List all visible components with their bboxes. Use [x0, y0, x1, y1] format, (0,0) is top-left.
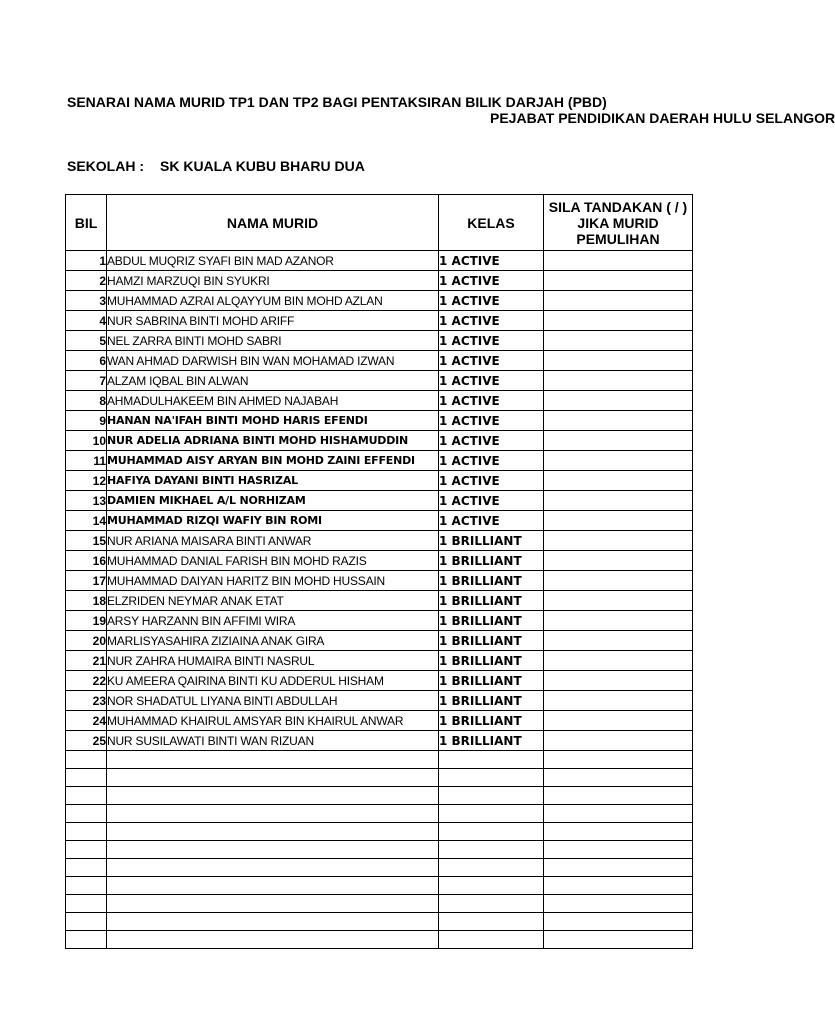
- cell-bil: 20: [66, 631, 107, 651]
- cell-nama-murid: WAN AHMAD DARWISH BIN WAN MOHAMAD IZWAN: [107, 351, 439, 371]
- table-row-empty: [66, 769, 693, 787]
- cell-pemulihan-mark[interactable]: [544, 411, 693, 431]
- cell-bil: 9: [66, 411, 107, 431]
- cell-pemulihan-mark[interactable]: [544, 291, 693, 311]
- cell-bil[interactable]: [66, 823, 107, 841]
- cell-kelas: 1 ACTIVE: [439, 291, 544, 311]
- cell-pemulihan-mark[interactable]: [544, 651, 693, 671]
- cell-bil: 14: [66, 511, 107, 531]
- cell-pemulihan-mark[interactable]: [544, 877, 693, 895]
- cell-kelas: 1 BRILLIANT: [439, 671, 544, 691]
- table-row: [66, 571, 693, 591]
- cell-nama-murid: MUHAMMAD DAIYAN HARITZ BIN MOHD HUSSAIN: [107, 571, 439, 591]
- cell-kelas[interactable]: [439, 823, 544, 841]
- cell-bil: 18: [66, 591, 107, 611]
- cell-pemulihan-mark[interactable]: [544, 511, 693, 531]
- cell-nama-murid: NUR SABRINA BINTI MOHD ARIFF: [107, 311, 439, 331]
- cell-pemulihan-mark[interactable]: [544, 769, 693, 787]
- cell-bil: 12: [66, 471, 107, 491]
- cell-pemulihan-mark[interactable]: [544, 751, 693, 769]
- cell-pemulihan-mark[interactable]: [544, 631, 693, 651]
- cell-pemulihan-mark[interactable]: [544, 859, 693, 877]
- table-header-row: [66, 195, 693, 251]
- cell-nama-murid[interactable]: [107, 823, 439, 841]
- cell-kelas: 1 ACTIVE: [439, 491, 544, 511]
- cell-pemulihan-mark[interactable]: [544, 805, 693, 823]
- cell-kelas: 1 ACTIVE: [439, 391, 544, 411]
- cell-pemulihan-mark[interactable]: [544, 823, 693, 841]
- cell-bil: 22: [66, 671, 107, 691]
- cell-kelas: 1 BRILLIANT: [439, 611, 544, 631]
- cell-kelas: 1 BRILLIANT: [439, 711, 544, 731]
- cell-bil: 23: [66, 691, 107, 711]
- table-row-empty: [66, 805, 693, 823]
- cell-pemulihan-mark[interactable]: [544, 251, 693, 271]
- cell-bil: 24: [66, 711, 107, 731]
- table-row: [66, 311, 693, 331]
- cell-bil: 2: [66, 271, 107, 291]
- table-row-empty: [66, 877, 693, 895]
- cell-pemulihan-mark[interactable]: [544, 491, 693, 511]
- cell-bil: 5: [66, 331, 107, 351]
- cell-nama-murid: KU AMEERA QAIRINA BINTI KU ADDERUL HISHAM: [107, 671, 439, 691]
- cell-kelas[interactable]: [439, 769, 544, 787]
- cell-kelas: 1 ACTIVE: [439, 271, 544, 291]
- document-subtitle: PEJABAT PENDIDIKAN DAERAH HULU SELANGOR: [490, 110, 835, 126]
- cell-bil[interactable]: [66, 841, 107, 859]
- cell-pemulihan-mark[interactable]: [544, 913, 693, 931]
- table-body: [66, 251, 693, 949]
- cell-bil: 8: [66, 391, 107, 411]
- cell-bil: 17: [66, 571, 107, 591]
- cell-bil[interactable]: [66, 787, 107, 805]
- cell-nama-murid[interactable]: [107, 913, 439, 931]
- cell-kelas: 1 BRILLIANT: [439, 651, 544, 671]
- cell-bil: 11: [66, 451, 107, 471]
- cell-bil: 21: [66, 651, 107, 671]
- cell-nama-murid: AHMADULHAKEEM BIN AHMED NAJABAH: [107, 391, 439, 411]
- cell-nama-murid: NOR SHADATUL LIYANA BINTI ABDULLAH: [107, 691, 439, 711]
- cell-pemulihan-mark[interactable]: [544, 711, 693, 731]
- table-row: [66, 351, 693, 371]
- cell-nama-murid[interactable]: [107, 931, 439, 949]
- table-row-empty: [66, 787, 693, 805]
- table-row: [66, 471, 693, 491]
- cell-pemulihan-mark[interactable]: [544, 271, 693, 291]
- cell-pemulihan-mark[interactable]: [544, 787, 693, 805]
- school-name: SK KUALA KUBU BHARU DUA: [160, 158, 365, 174]
- cell-kelas: 1 ACTIVE: [439, 311, 544, 331]
- cell-bil: 19: [66, 611, 107, 631]
- cell-bil[interactable]: [66, 913, 107, 931]
- table-row: [66, 411, 693, 431]
- cell-nama-murid[interactable]: [107, 769, 439, 787]
- cell-nama-murid: NEL ZARRA BINTI MOHD SABRI: [107, 331, 439, 351]
- cell-nama-murid: MUHAMMAD AISY ARYAN BIN MOHD ZAINI EFFENDI: [107, 451, 439, 471]
- cell-nama-murid: HANAN NA'IFAH BINTI MOHD HARIS EFENDI: [107, 411, 439, 431]
- table-row: [66, 451, 693, 471]
- table-row: [66, 511, 693, 531]
- cell-nama-murid[interactable]: [107, 805, 439, 823]
- table-row: [66, 251, 693, 271]
- table-row: [66, 391, 693, 411]
- cell-nama-murid: HAFIYA DAYANI BINTI HASRIZAL: [107, 471, 439, 491]
- cell-pemulihan-mark[interactable]: [544, 731, 693, 751]
- cell-bil: 4: [66, 311, 107, 331]
- cell-kelas[interactable]: [439, 751, 544, 769]
- cell-kelas[interactable]: [439, 895, 544, 913]
- cell-kelas: 1 BRILLIANT: [439, 691, 544, 711]
- cell-pemulihan-mark[interactable]: [544, 895, 693, 913]
- table-row: [66, 591, 693, 611]
- cell-nama-murid[interactable]: [107, 751, 439, 769]
- cell-pemulihan-mark[interactable]: [544, 571, 693, 591]
- cell-kelas[interactable]: [439, 931, 544, 949]
- cell-nama-murid: ARSY HARZANN BIN AFFIMI WIRA: [107, 611, 439, 631]
- cell-pemulihan-mark[interactable]: [544, 351, 693, 371]
- column-header-pemulihan: SILA TANDAKAN ( / ) JIKA MURID PEMULIHAN: [544, 195, 693, 251]
- school-line: [67, 158, 365, 174]
- cell-kelas: 1 ACTIVE: [439, 511, 544, 531]
- table-row: [66, 271, 693, 291]
- cell-bil: 25: [66, 731, 107, 751]
- cell-nama-murid: ALZAM IQBAL BIN ALWAN: [107, 371, 439, 391]
- cell-nama-murid: MUHAMMAD DANIAL FARISH BIN MOHD RAZIS: [107, 551, 439, 571]
- cell-kelas: 1 BRILLIANT: [439, 571, 544, 591]
- cell-pemulihan-mark[interactable]: [544, 311, 693, 331]
- table-row: [66, 611, 693, 631]
- table-row: [66, 731, 693, 751]
- cell-pemulihan-mark[interactable]: [544, 611, 693, 631]
- cell-kelas: 1 BRILLIANT: [439, 631, 544, 651]
- cell-nama-murid[interactable]: [107, 787, 439, 805]
- table-row-empty: [66, 931, 693, 949]
- table-row-empty: [66, 913, 693, 931]
- cell-bil: 1: [66, 251, 107, 271]
- cell-pemulihan-mark[interactable]: [544, 531, 693, 551]
- cell-kelas[interactable]: [439, 913, 544, 931]
- cell-kelas: 1 ACTIVE: [439, 431, 544, 451]
- cell-nama-murid: MUHAMMAD KHAIRUL AMSYAR BIN KHAIRUL ANWAR: [107, 711, 439, 731]
- cell-kelas[interactable]: [439, 805, 544, 823]
- cell-pemulihan-mark[interactable]: [544, 841, 693, 859]
- cell-kelas[interactable]: [439, 787, 544, 805]
- cell-pemulihan-mark[interactable]: [544, 371, 693, 391]
- table-row: [66, 431, 693, 451]
- cell-bil[interactable]: [66, 877, 107, 895]
- table-row: [66, 631, 693, 651]
- cell-kelas[interactable]: [439, 877, 544, 895]
- cell-kelas: 1 ACTIVE: [439, 331, 544, 351]
- column-header-kelas: KELAS: [439, 195, 544, 251]
- table-row: [66, 651, 693, 671]
- cell-bil[interactable]: [66, 751, 107, 769]
- cell-kelas: 1 ACTIVE: [439, 351, 544, 371]
- cell-pemulihan-mark[interactable]: [544, 671, 693, 691]
- cell-nama-murid: ELZRIDEN NEYMAR ANAK ETAT: [107, 591, 439, 611]
- cell-bil: 16: [66, 551, 107, 571]
- cell-nama-murid[interactable]: [107, 895, 439, 913]
- table-row: [66, 531, 693, 551]
- cell-kelas: 1 ACTIVE: [439, 411, 544, 431]
- table-row: [66, 331, 693, 351]
- cell-bil: 15: [66, 531, 107, 551]
- cell-pemulihan-mark[interactable]: [544, 691, 693, 711]
- cell-bil: 3: [66, 291, 107, 311]
- cell-nama-murid[interactable]: [107, 877, 439, 895]
- table-row-empty: [66, 859, 693, 877]
- cell-nama-murid: NUR ADELIA ADRIANA BINTI MOHD HISHAMUDDIN: [107, 431, 439, 451]
- cell-nama-murid: NUR ARIANA MAISARA BINTI ANWAR: [107, 531, 439, 551]
- cell-bil: 7: [66, 371, 107, 391]
- cell-pemulihan-mark[interactable]: [544, 391, 693, 411]
- table-row: [66, 491, 693, 511]
- cell-kelas[interactable]: [439, 841, 544, 859]
- cell-nama-murid: NUR ZAHRA HUMAIRA BINTI NASRUL: [107, 651, 439, 671]
- cell-nama-murid[interactable]: [107, 859, 439, 877]
- cell-kelas: 1 BRILLIANT: [439, 731, 544, 751]
- cell-bil[interactable]: [66, 895, 107, 913]
- cell-nama-murid: HAMZI MARZUQI BIN SYUKRI: [107, 271, 439, 291]
- cell-kelas: 1 ACTIVE: [439, 371, 544, 391]
- school-label: SEKOLAH :: [67, 158, 144, 174]
- table-row-empty: [66, 823, 693, 841]
- table-row: [66, 671, 693, 691]
- table-row: [66, 691, 693, 711]
- cell-bil[interactable]: [66, 769, 107, 787]
- cell-pemulihan-mark[interactable]: [544, 551, 693, 571]
- table-row: [66, 711, 693, 731]
- column-header-nama: NAMA MURID: [107, 195, 439, 251]
- table-row: [66, 371, 693, 391]
- cell-pemulihan-mark[interactable]: [544, 431, 693, 451]
- cell-nama-murid: MARLISYASAHIRA ZIZIAINA ANAK GIRA: [107, 631, 439, 651]
- cell-nama-murid: MUHAMMAD RIZQI WAFIY BIN ROMI: [107, 511, 439, 531]
- cell-bil[interactable]: [66, 931, 107, 949]
- cell-nama-murid: MUHAMMAD AZRAI ALQAYYUM BIN MOHD AZLAN: [107, 291, 439, 311]
- cell-bil: 6: [66, 351, 107, 371]
- cell-kelas: 1 ACTIVE: [439, 251, 544, 271]
- cell-kelas: 1 ACTIVE: [439, 451, 544, 471]
- cell-nama-murid: DAMIEN MIKHAEL A/L NORHIZAM: [107, 491, 439, 511]
- document-title: SENARAI NAMA MURID TP1 DAN TP2 BAGI PENTAKSIRAN BILIK DARJAH (PBD): [67, 94, 607, 110]
- cell-bil: 13: [66, 491, 107, 511]
- cell-kelas: 1 ACTIVE: [439, 471, 544, 491]
- column-header-bil: BIL: [66, 195, 107, 251]
- cell-pemulihan-mark[interactable]: [544, 471, 693, 491]
- cell-kelas: 1 BRILLIANT: [439, 531, 544, 551]
- table-row: [66, 551, 693, 571]
- table-row: [66, 291, 693, 311]
- cell-pemulihan-mark[interactable]: [544, 331, 693, 351]
- cell-nama-murid[interactable]: [107, 841, 439, 859]
- table-row-empty: [66, 841, 693, 859]
- cell-pemulihan-mark[interactable]: [544, 931, 693, 949]
- cell-pemulihan-mark[interactable]: [544, 591, 693, 611]
- cell-pemulihan-mark[interactable]: [544, 451, 693, 471]
- cell-bil: 10: [66, 431, 107, 451]
- cell-kelas[interactable]: [439, 859, 544, 877]
- cell-nama-murid: NUR SUSILAWATI BINTI WAN RIZUAN: [107, 731, 439, 751]
- table-row-empty: [66, 751, 693, 769]
- table-row-empty: [66, 895, 693, 913]
- cell-kelas: 1 BRILLIANT: [439, 591, 544, 611]
- cell-nama-murid: ABDUL MUQRIZ SYAFI BIN MAD AZANOR: [107, 251, 439, 271]
- cell-bil[interactable]: [66, 805, 107, 823]
- cell-bil[interactable]: [66, 859, 107, 877]
- cell-kelas: 1 BRILLIANT: [439, 551, 544, 571]
- student-table: [65, 194, 693, 949]
